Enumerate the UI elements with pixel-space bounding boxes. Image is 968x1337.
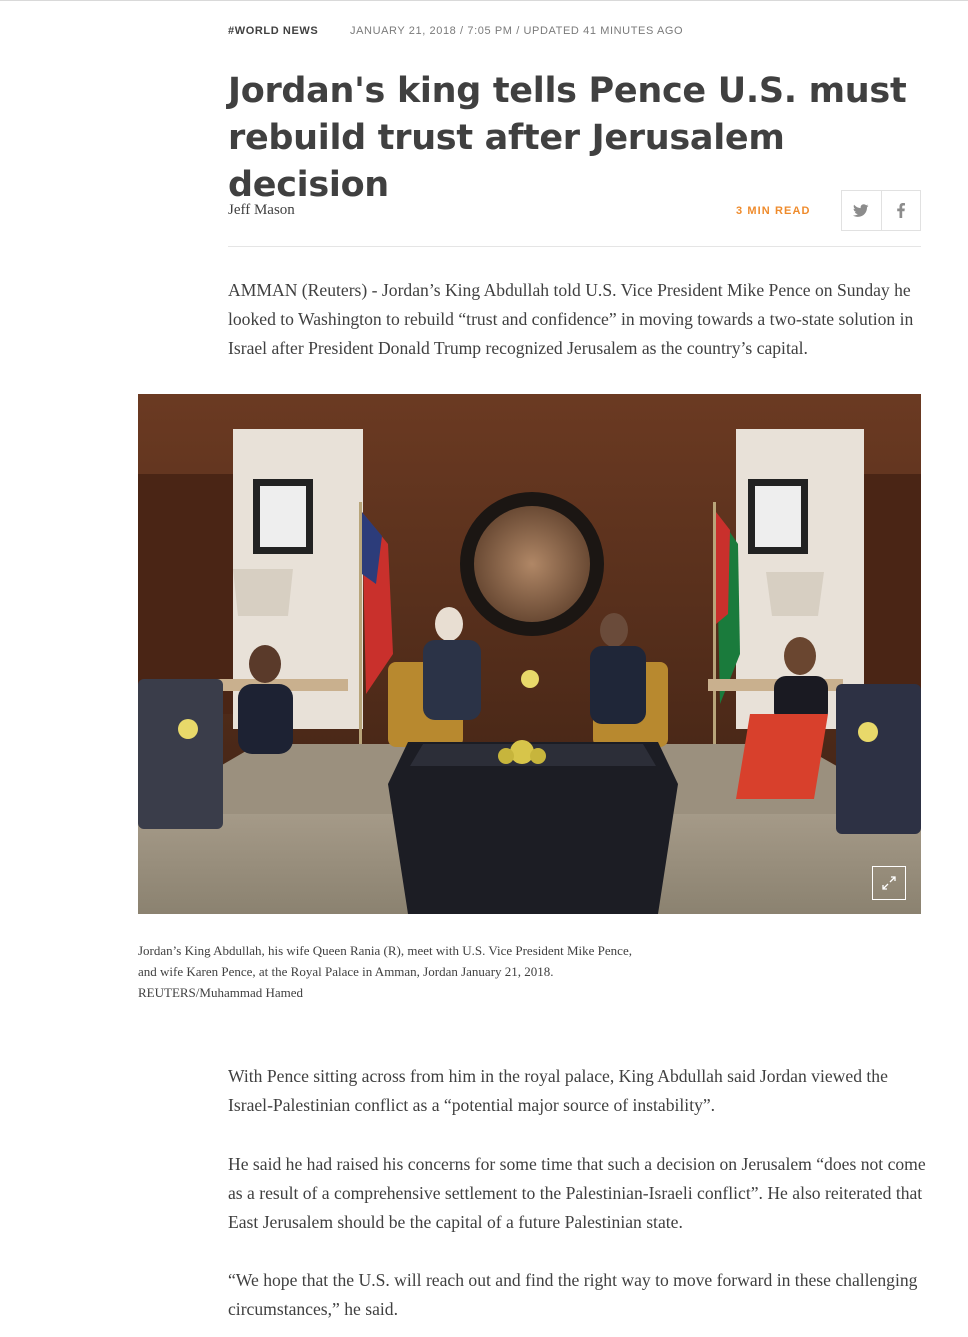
photo-caption: [138, 940, 698, 1003]
byline-divider: [228, 246, 921, 247]
article-photo[interactable]: [138, 394, 921, 914]
article-headline: Jordan's king tells Pence U.S. must rebuild trust after Jerusalem decision: [228, 71, 907, 205]
share-buttons: [841, 190, 921, 231]
dateline: JANUARY 21, 2018 / 7:05 PM / UPDATED 41 MINUTES AGO: [349, 25, 684, 37]
author-name[interactable]: Jeff Mason: [228, 202, 295, 218]
caption-line: Jordan’s King Abdullah, his wife Queen Rania (R), meet with U.S. Vice President Mike Pence,: [138, 943, 632, 958]
photo-illustration: [138, 394, 921, 914]
facebook-icon: [897, 203, 905, 218]
read-time: 3 MIN READ: [736, 205, 811, 217]
article-paragraph: He said he had raised his concerns for some time that such a decision on Jerusalem “does not come as a result of a comprehensive settlement to the Palestinian-Israeli conflict”. He also reiterated that East Jerusalem should be the capital of a future Palestinian state.: [228, 1154, 926, 1232]
expand-icon: [879, 873, 899, 893]
facebook-share-button[interactable]: [881, 191, 921, 230]
article-paragraph: AMMAN (Reuters) - Jordan’s King Abdullah told U.S. Vice President Mike Pence on Sunday he looked to Washington to rebuild “trust and confidence” in moving towards a two-state solution in Israel after President Donald Trump recognized Jerusalem as the country’s capital.: [228, 280, 914, 358]
twitter-icon: [853, 204, 869, 218]
twitter-share-button[interactable]: [842, 191, 881, 230]
caption-line: and wife Karen Pence, at the Royal Palace in Amman, Jordan January 21, 2018.: [138, 964, 554, 979]
expand-photo-button[interactable]: [872, 866, 906, 900]
article-meta: [228, 25, 683, 37]
section-link[interactable]: #WORLD NEWS: [228, 25, 319, 37]
article-paragraph: With Pence sitting across from him in the royal palace, King Abdullah said Jordan viewed the Israel-Palestinian conflict as a “potential major source of instability”.: [228, 1066, 888, 1115]
byline-row: [228, 190, 921, 232]
top-border: [0, 0, 968, 1]
article-paragraph: “We hope that the U.S. will reach out and find the right way to move forward in these challenging circumstances,” he said.: [228, 1270, 918, 1319]
photo-credit: REUTERS/Muhammad Hamed: [138, 985, 304, 1000]
